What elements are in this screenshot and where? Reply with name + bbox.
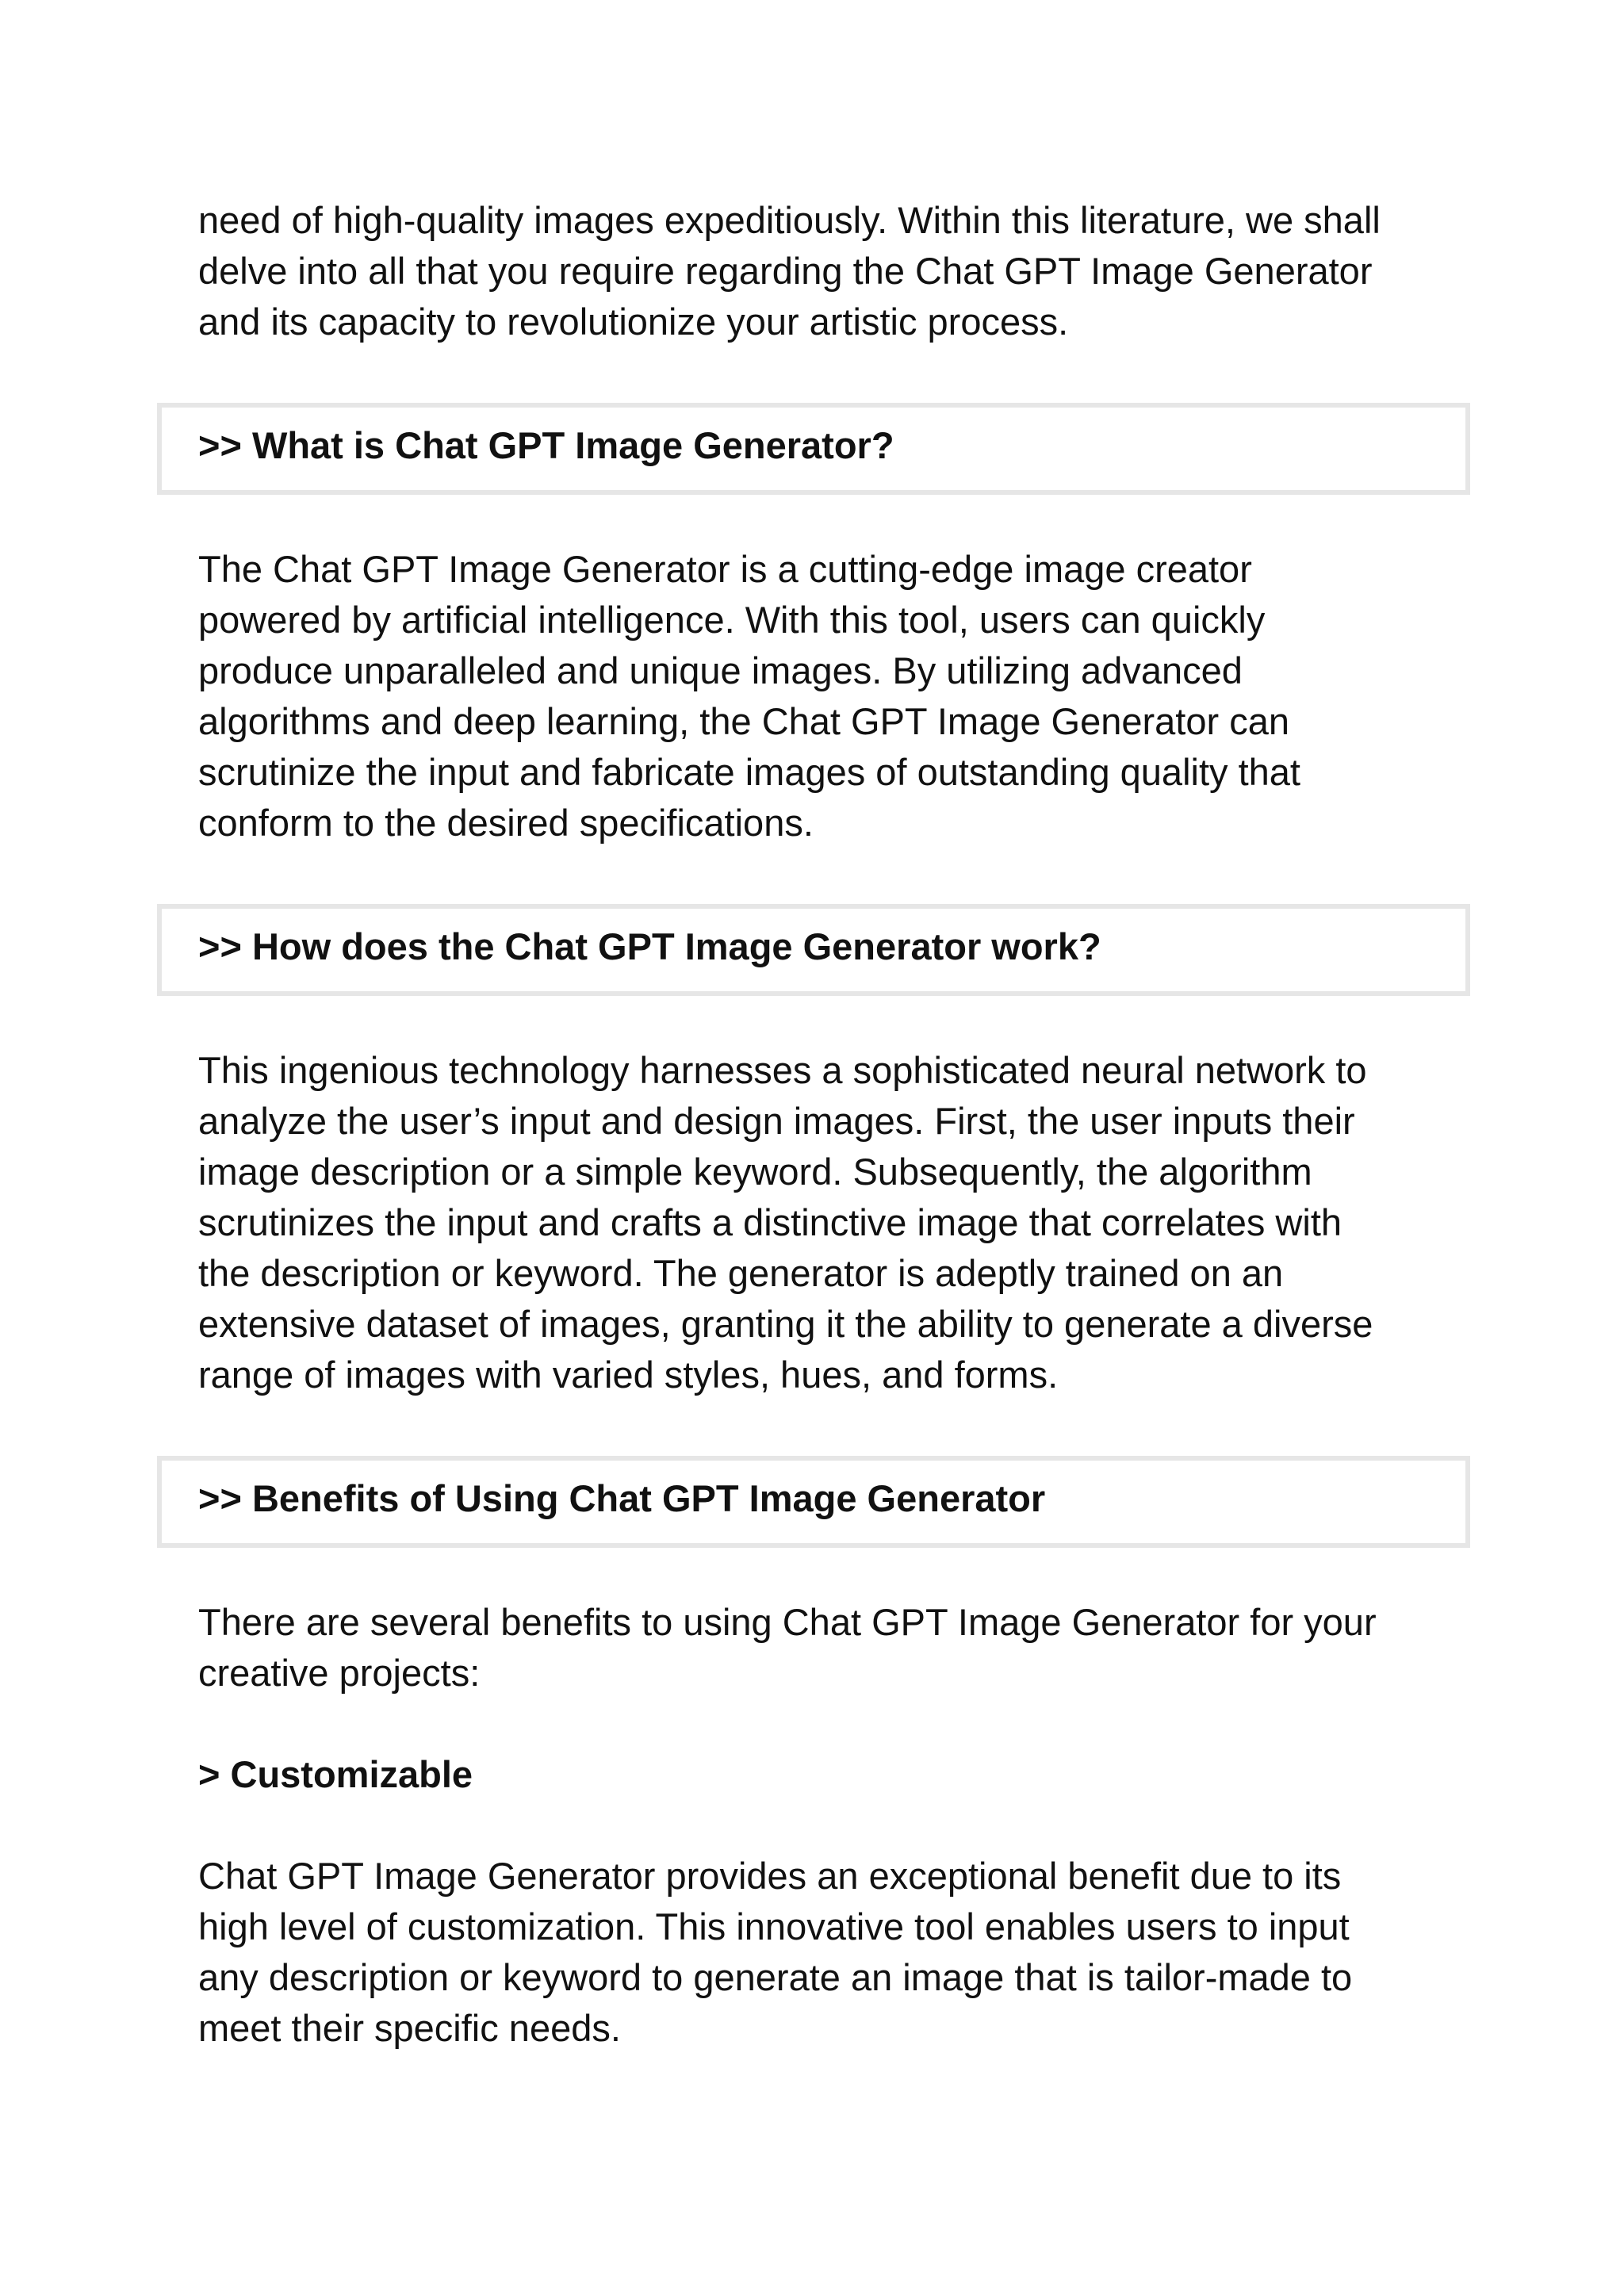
section-heading-what-is: >> What is Chat GPT Image Generator? [198,424,894,466]
intro-paragraph: need of high-quality images expeditiously. Within this literature, we shall delve into all that you require regarding the Chat GPT Image Generator and its capacity to revolutionize your artistic process. [198,199,1381,343]
how-it-works-paragraph: This ingenious technology harnesses a sophisticated neural network to analyze the user’s input and design images. First, the user inputs their image description or a simple keyword. Subsequently, the algorithm scrutinizes the input and crafts a distinctive image that correlates with the description or keyword. The generator is adeptly trained on an extensive dataset of images, granting it the ability to generate a diverse range of images with varied styles, hues, and forms. [198,1049,1373,1396]
section-heading-box [157,1456,1470,1548]
section-heading-benefits: >> Benefits of Using Chat GPT Image Generator [198,1477,1046,1519]
benefits-paragraph: There are several benefits to using Chat GPT Image Generator for your creative projects: [198,1601,1377,1694]
section-heading-how-it-works: >> How does the Chat GPT Image Generator work? [198,925,1101,967]
section-heading-box [157,403,1470,495]
what-is-paragraph: The Chat GPT Image Generator is a cutting-edge image creator powered by artificial intelligence. With this tool, users can quickly produce unparalleled and unique images. By utilizing advanced algorithms and deep learning, the Chat GPT Image Generator can scrutinize the input and fabricate images of outstanding quality that conform to the desired specifications. [198,548,1300,844]
subheading-customizable: > Customizable [198,1753,473,1795]
section-heading-box [157,904,1470,996]
customizable-paragraph: Chat GPT Image Generator provides an exceptional benefit due to its high level of customization. This innovative tool enables users to input any description or keyword to generate an image that is tailor-made to meet their specific needs. [198,1855,1353,2049]
